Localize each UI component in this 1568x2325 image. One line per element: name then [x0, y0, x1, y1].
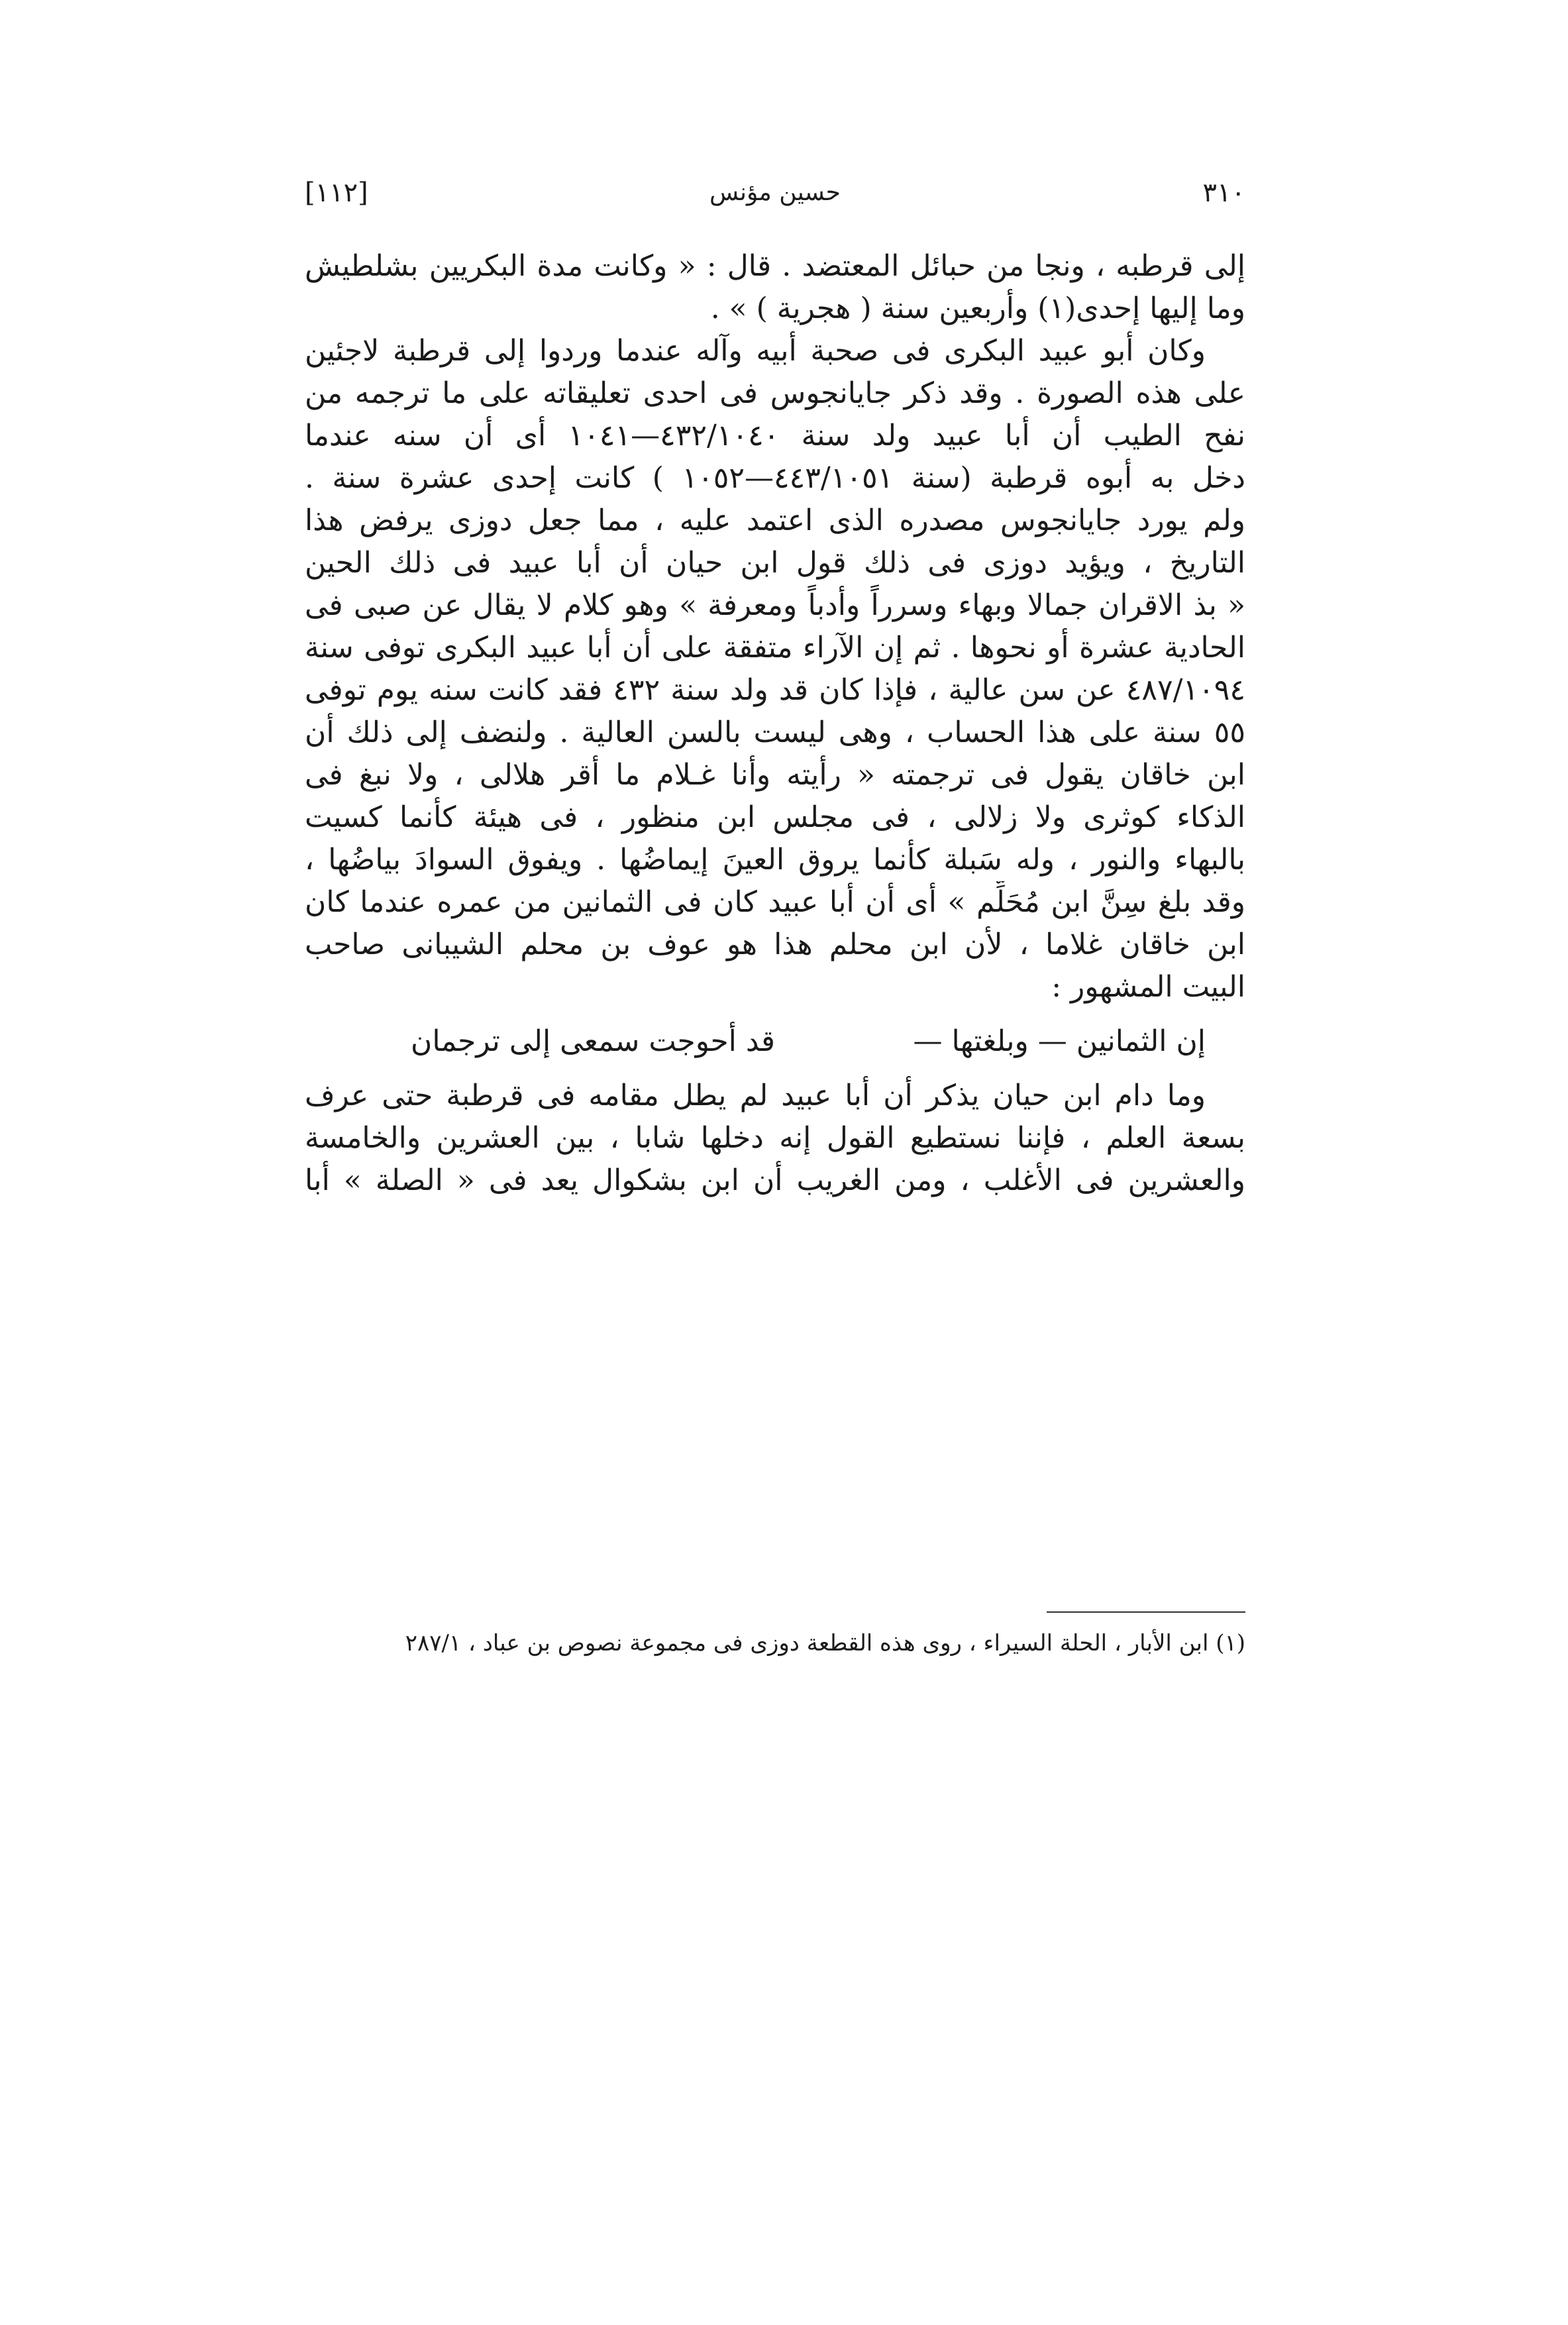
page-header	[305, 178, 1245, 224]
text-line: نفح الطيب أن أبا عبيد ولد سنة ٤٣٢/١٠٤٠—١٠٤١ أى أن سنه عندما	[305, 419, 1245, 453]
text-line: إلى قرطبه ، ونجا من حبائل المعتضد . قال : « وكانت مدة البكريين بشلطيش	[305, 249, 1245, 283]
text-line: ابن خاقان يقول فى ترجمته « رأيته وأنا غـلام ما أقر هلالى ، ولا نبغ فى	[305, 758, 1245, 792]
text-line: ولم يورد جايانجوس مصدره الذى اعتمد عليه ، مما جعل دوزى يرفض هذا	[305, 504, 1245, 537]
text-line: البيت المشهور :	[1051, 970, 1245, 1004]
text-line: ابن خاقان غلاما ، لأن ابن محلم هذا هو عوف بن محلم الشيبانى صاحب	[305, 928, 1245, 961]
text-line: وقد بلغ سِنَّ ابن مُحَلِّم » أى أن أبا عبيد كان فى الثمانين من عمره عندما كان	[305, 885, 1245, 919]
text-line: الحادية عشرة أو نحوها . ثم إن الآراء متفقة على أن أبا عبيد البكرى توفى سنة	[305, 631, 1245, 665]
text-line: ٥٥ سنة على هذا الحساب ، وهى ليست بالسن العالية . ولنضف إلى ذلك أن	[305, 716, 1245, 749]
text-line: بسعة العلم ، فإننا نستطيع القول إنه دخلها شابا ، بين العشرين والخامسة	[305, 1121, 1245, 1155]
text-line: على هذه الصورة . وقد ذكر جايانجوس فى احدى تعليقاته على ما ترجمه من	[305, 376, 1245, 410]
poetry-verse	[305, 1008, 1245, 1075]
text-line: دخل به أبوه قرطبة (سنة ٤٤٣/١٠٥١—١٠٥٢ ) كانت إحدى عشرة سنة .	[305, 461, 1245, 495]
text-line: بالبهاء والنور ، وله سَبلة كأنما يروق العينَ إيماضُها . ويفوق السوادَ بياضُها ،	[305, 843, 1245, 877]
verse-first-hemistich: إن الثمانين — وبلغتها —	[913, 1024, 1206, 1058]
verse-second-hemistich: قد أحوجت سمعى إلى ترجمان	[411, 1024, 776, 1058]
footnote: (١) ابن الأبار ، الحلة السيراء ، روى هذه القطعة دوزى فى مجموعة نصوص بن عباد ، ٢٨٧/١	[405, 1630, 1245, 1656]
text-line: ٤٨٧/١٠٩٤ عن سن عالية ، فإذا كان قد ولد سنة ٤٣٢ فقد كانت سنه يوم توفى	[305, 673, 1245, 707]
text-line: وما إليها إحدى(١) وأربعين سنة ( هجرية ) » .	[710, 292, 1245, 325]
text-line: وما دام ابن حيان يذكر أن أبا عبيد لم يطل مقامه فى قرطبة حتى عرف	[305, 1079, 1206, 1112]
page-number: ٣١٠	[1202, 178, 1245, 208]
text-line: الذكاء كوثرى ولا زلالى ، فى مجلس ابن منظور ، فى هيئة كأنما كسيت	[305, 800, 1245, 834]
text-line: التاريخ ، ويؤيد دوزى فى ذلك قول ابن حيان أن أبا عبيد فى ذلك الحين	[305, 546, 1245, 580]
running-title: حسين مؤنس	[709, 179, 841, 206]
text-line: والعشرين فى الأغلب ، ومن الغريب أن ابن بشكوال يعد فى « الصلة » أبا	[305, 1163, 1245, 1197]
bracket-page-number: [١١٢]	[305, 178, 368, 208]
footnote-separator	[1047, 1611, 1245, 1613]
main-text	[305, 245, 1245, 1202]
text-line: وكان أبو عبيد البكرى فى صحبة أبيه وآله عندما وردوا إلى قرطبة لاجئين	[305, 334, 1206, 368]
text-line: « بذ الاقران جمالا وبهاء وسرراً وأدباً ومعرفة » وهو كلام لا يقال عن صبى فى	[305, 588, 1245, 622]
